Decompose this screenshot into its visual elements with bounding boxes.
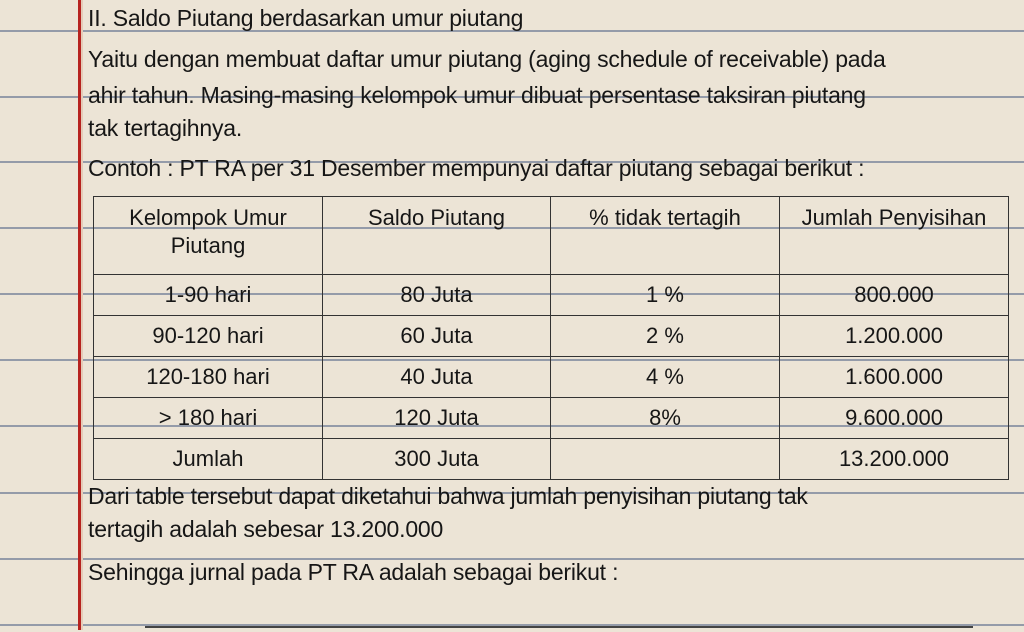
balance-cell: 80 Juta: [323, 275, 551, 316]
percentage-cell: 4 %: [551, 357, 780, 398]
age-group-cell: 1-90 hari: [94, 275, 323, 316]
conclusion-line-2: tertagih adalah sebesar 13.200.000: [88, 516, 444, 542]
journal-intro: Sehingga jurnal pada PT RA adalah sebagai berikut :: [88, 559, 619, 585]
allowance-cell: 1.600.000: [780, 357, 1009, 398]
header-uncollectible-percentage: % tidak tertagih: [551, 197, 780, 275]
description-line-2: ahir tahun. Masing-masing kelompok umur dibuat persentase taksiran piutang: [88, 82, 866, 108]
table-row: [94, 357, 1009, 398]
table-row: [94, 316, 1009, 357]
total-percentage-cell: [551, 439, 780, 480]
percentage-cell: 8%: [551, 398, 780, 439]
section-title: II. Saldo Piutang berdasarkan umur piutang: [88, 5, 524, 31]
allowance-cell: 9.600.000: [780, 398, 1009, 439]
header-receivable-balance: Saldo Piutang: [323, 197, 551, 275]
age-group-cell: > 180 hari: [94, 398, 323, 439]
total-balance-cell: 300 Juta: [323, 439, 551, 480]
percentage-cell: 1 %: [551, 275, 780, 316]
example-text: Contoh : PT RA per 31 Desember mempunyai daftar piutang sebagai berikut :: [88, 155, 865, 181]
margin-shadow: [81, 0, 83, 630]
aging-schedule-table: [93, 196, 1009, 480]
balance-cell: 40 Juta: [323, 357, 551, 398]
age-group-cell: 120-180 hari: [94, 357, 323, 398]
balance-cell: 120 Juta: [323, 398, 551, 439]
conclusion-line-1: Dari table tersebut dapat diketahui bahwa jumlah penyisihan piutang tak: [88, 483, 808, 509]
total-allowance-cell: 13.200.000: [780, 439, 1009, 480]
allowance-cell: 1.200.000: [780, 316, 1009, 357]
balance-cell: 60 Juta: [323, 316, 551, 357]
table-row: [94, 398, 1009, 439]
percentage-cell: 2 %: [551, 316, 780, 357]
age-group-cell: 90-120 hari: [94, 316, 323, 357]
table-row: [94, 275, 1009, 316]
header-allowance-amount: Jumlah Penyisihan: [780, 197, 1009, 275]
allowance-cell: 800.000: [780, 275, 1009, 316]
description-line-1: Yaitu dengan membuat daftar umur piutang (aging schedule of receivable) pada: [88, 46, 886, 72]
header-age-group: Kelompok Umur Piutang: [94, 197, 323, 275]
table-header-row: [94, 197, 1009, 275]
description-line-3: tak tertagihnya.: [88, 115, 243, 141]
journal-table-top-border: [145, 626, 973, 632]
table-total-row: [94, 439, 1009, 480]
total-label-cell: Jumlah: [94, 439, 323, 480]
